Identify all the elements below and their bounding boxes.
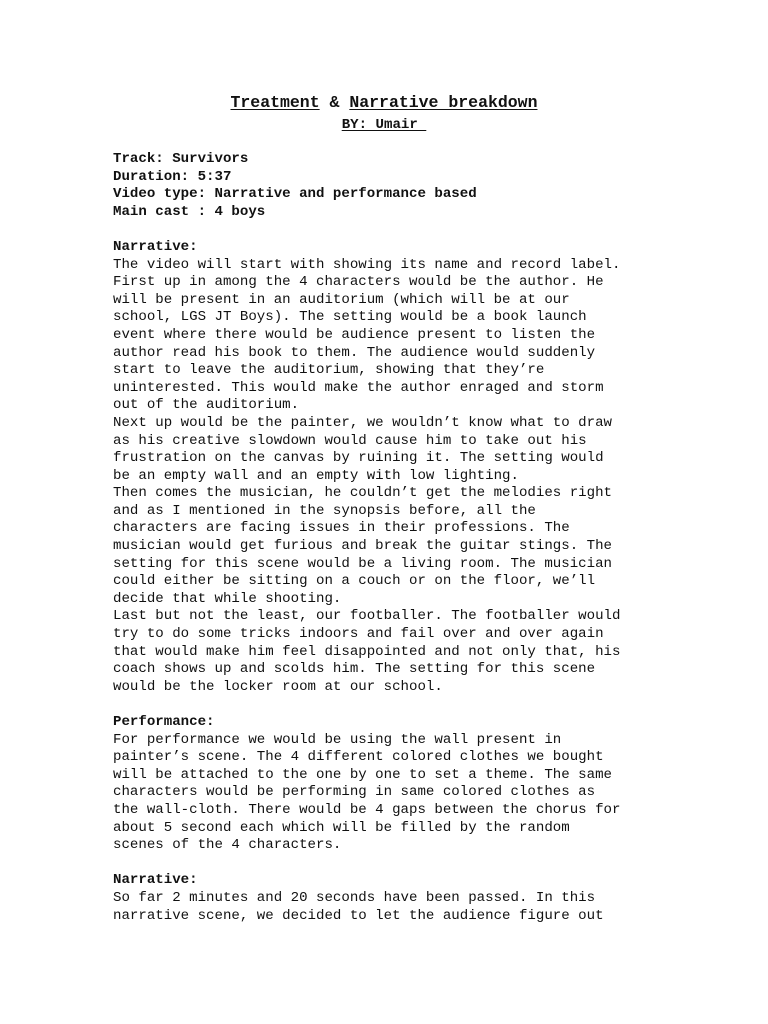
paragraph-line: uninterested. This would make the author enraged and storm	[113, 379, 604, 396]
paragraph-line: will be present in an auditorium (which will be at our	[113, 291, 570, 308]
paragraph-line: For performance we would be using the wall present in	[113, 731, 562, 748]
author-byline	[0, 117, 768, 135]
narrative-section	[113, 257, 713, 697]
paragraph-line: start to leave the auditorium, showing that they’re	[113, 362, 545, 379]
paragraph-line: try to do some tricks indoors and fail over and over again	[113, 626, 604, 643]
paragraph-line: coach shows up and scolds him. The setting for this scene	[113, 661, 596, 678]
paragraph-line: that would make him feel disappointed and not only that, his	[113, 643, 621, 660]
performance-section	[113, 732, 713, 855]
paragraph-line: narrative scene, we decided to let the audience figure out	[113, 907, 604, 924]
video-type-line: Video type: Narrative and performance based	[113, 186, 477, 203]
paragraph-line: So far 2 minutes and 20 seconds have been passed. In this	[113, 889, 596, 906]
paragraph-line: out of the auditorium.	[113, 397, 300, 414]
paragraph-line: Then comes the musician, he couldn’t get the melodies right	[113, 485, 612, 502]
performance-heading: Performance:	[113, 714, 215, 730]
spacer	[113, 855, 713, 873]
narrative-heading: Narrative:	[113, 238, 198, 255]
paragraph-line: musician would get furious and break the guitar stings. The	[113, 538, 612, 555]
title-ampersand: &	[319, 93, 350, 112]
paragraph-line: frustration on the canvas by ruining it. The setting would	[113, 450, 604, 467]
paragraph-line: the wall-cloth. There would be 4 gaps between the chorus for	[113, 801, 621, 818]
document-title	[0, 93, 768, 113]
document-body	[113, 151, 713, 925]
paragraph-line: setting for this scene would be a living room. The musician	[113, 555, 612, 572]
spacer	[113, 221, 713, 239]
narrative2-section	[113, 890, 713, 925]
paragraph-line: about 5 second each which will be filled by the random	[113, 819, 570, 836]
title-treatment: Treatment	[230, 93, 320, 112]
track-line: Track: Survivors	[113, 151, 249, 167]
paragraph-line: author read his book to them. The audience would suddenly	[113, 344, 596, 361]
paragraph-line: The video will start with showing its name and record label.	[113, 256, 621, 273]
paragraph-line: characters would be performing in same colored clothes as	[113, 784, 596, 801]
paragraph-line: be an empty wall and an empty with low lighting.	[113, 467, 519, 484]
paragraph-line: will be attached to the one by one to set a theme. The same	[113, 766, 612, 783]
paragraph-line: decide that while shooting.	[113, 590, 342, 607]
paragraph-line: Next up would be the painter, we wouldn’t know what to draw	[113, 414, 612, 431]
paragraph-line: and as I mentioned in the synopsis before, all the	[113, 502, 536, 519]
paragraph-line: First up in among the 4 characters would be the author. He	[113, 274, 604, 291]
narrative2-heading: Narrative:	[113, 872, 198, 889]
title-narrative-breakdown: Narrative breakdown	[349, 93, 538, 112]
paragraph-line: school, LGS JT Boys). The setting would be a book launch	[113, 309, 587, 326]
paragraph-line: Last but not the least, our footballer. The footballer would	[113, 608, 621, 625]
paragraph-line: would be the locker room at our school.	[113, 678, 443, 695]
byline-text: BY: Umair	[341, 117, 427, 133]
paragraph-line: as his creative slowdown would cause him to take out his	[113, 432, 587, 449]
spacer	[113, 696, 713, 714]
paragraph-line: event where there would be audience present to listen the	[113, 326, 596, 343]
paragraph-line: characters are facing issues in their professions. The	[113, 520, 570, 537]
duration-line: Duration: 5:37	[113, 168, 232, 185]
main-cast-line: Main cast : 4 boys	[113, 203, 266, 220]
paragraph-line: could either be sitting on a couch or on the floor, we’ll	[113, 573, 596, 590]
paragraph-line: painter’s scene. The 4 different colored clothes we bought	[113, 749, 604, 766]
paragraph-line: scenes of the 4 characters.	[113, 837, 342, 854]
